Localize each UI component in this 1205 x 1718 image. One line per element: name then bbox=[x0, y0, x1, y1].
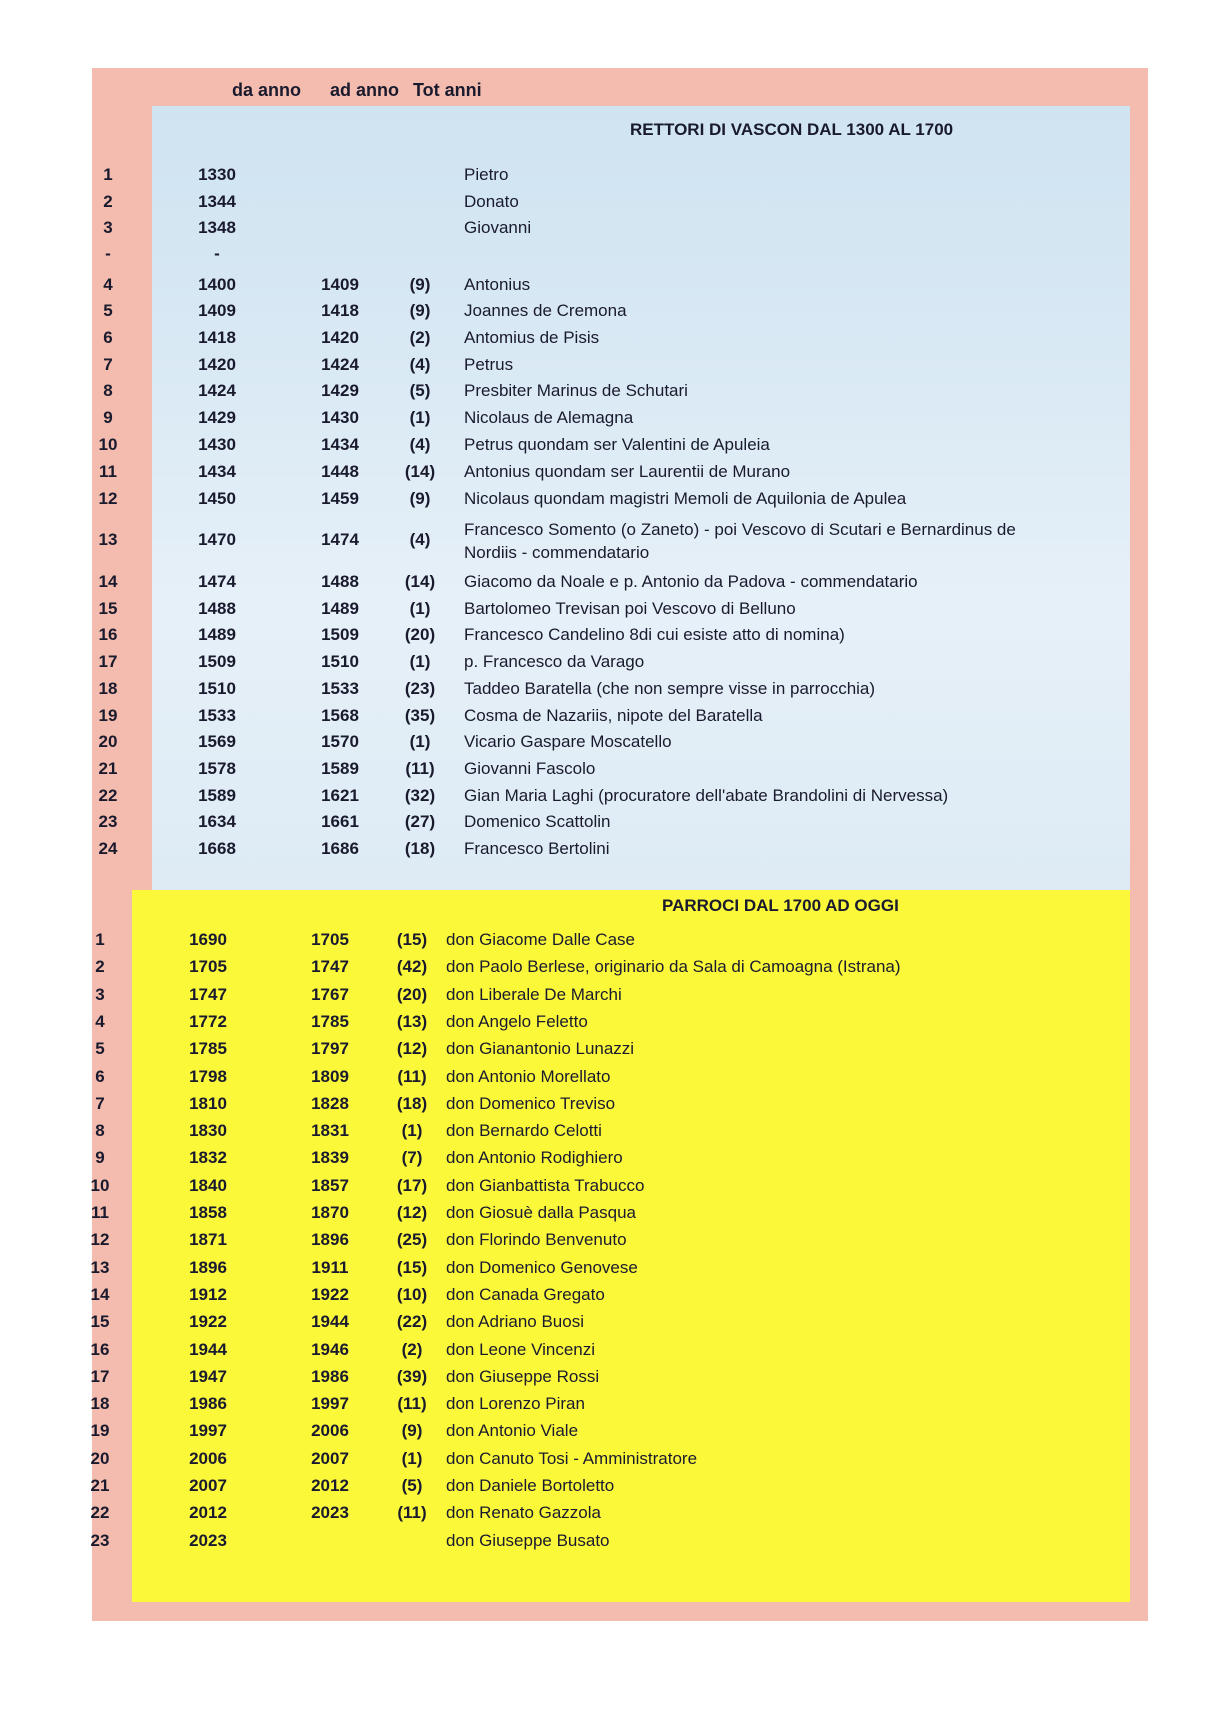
row-total-years: (9) bbox=[401, 1421, 423, 1441]
row-name: don Giuseppe Busato bbox=[446, 1530, 610, 1550]
row-to-year: 1589 bbox=[321, 759, 359, 778]
row-number: 4 bbox=[103, 275, 113, 294]
row-total-years: (27) bbox=[404, 812, 436, 831]
row-to-year: 1409 bbox=[321, 275, 359, 294]
row-from-year: 1668 bbox=[198, 839, 236, 858]
row-to-year: 1420 bbox=[321, 328, 359, 347]
row-from-year: 1489 bbox=[198, 625, 236, 644]
row-from-year: 1424 bbox=[198, 381, 236, 400]
row-name: Giovanni Fascolo bbox=[464, 759, 596, 778]
row-to-year: 1997 bbox=[311, 1394, 349, 1414]
row-total-years: (7) bbox=[401, 1148, 423, 1168]
row-total-years: (1) bbox=[409, 652, 431, 671]
table-row bbox=[0, 218, 1205, 245]
row-name: don Canuto Tosi - Amministratore bbox=[446, 1448, 698, 1468]
table-row bbox=[0, 165, 1205, 192]
row-number: 1 bbox=[95, 930, 105, 949]
row-total-years: (2) bbox=[409, 328, 431, 347]
table-row bbox=[0, 1176, 1205, 1203]
row-number: 6 bbox=[95, 1066, 105, 1086]
row-number: 9 bbox=[95, 1148, 105, 1168]
row-name: Bartolomeo Trevisan poi Vescovo di Belluno bbox=[464, 599, 796, 618]
row-to-year: 1430 bbox=[321, 408, 359, 427]
row-total-years: (42) bbox=[396, 957, 428, 977]
row-number: 16 bbox=[90, 1339, 110, 1359]
row-from-year: 1418 bbox=[198, 328, 236, 347]
table-row bbox=[0, 957, 1205, 984]
table-row bbox=[0, 1285, 1205, 1312]
row-number: 13 bbox=[98, 530, 118, 549]
table-row bbox=[0, 489, 1205, 516]
row-total-years: (2) bbox=[401, 1339, 423, 1359]
row-total-years: (14) bbox=[404, 572, 436, 591]
row-from-year: 2023 bbox=[189, 1530, 227, 1550]
row-from-year: 2012 bbox=[189, 1503, 227, 1523]
row-from-year: 1810 bbox=[189, 1093, 227, 1113]
table-row bbox=[0, 652, 1205, 679]
row-name: p. Francesco da Varago bbox=[464, 652, 645, 671]
row-name: don Angelo Feletto bbox=[446, 1011, 588, 1031]
row-total-years: (1) bbox=[409, 408, 431, 427]
row-total-years: (11) bbox=[397, 1503, 427, 1523]
row-number: 19 bbox=[98, 706, 118, 725]
row-name: don Leone Vincenzi bbox=[446, 1339, 596, 1359]
row-number: 11 bbox=[91, 1203, 109, 1222]
table-row bbox=[0, 786, 1205, 813]
row-total-years: (15) bbox=[396, 1257, 428, 1277]
table-row bbox=[0, 355, 1205, 382]
row-from-year: 1474 bbox=[198, 572, 236, 591]
row-total-years: (18) bbox=[404, 839, 436, 858]
row-from-year: 1944 bbox=[189, 1339, 227, 1359]
row-number: 15 bbox=[90, 1312, 110, 1332]
row-name: Domenico Scattolin bbox=[464, 812, 611, 831]
row-to-year: 1568 bbox=[321, 706, 359, 725]
row-name: don Daniele Bortoletto bbox=[446, 1476, 615, 1495]
row-total-years: (12) bbox=[396, 1203, 428, 1222]
row-number: 17 bbox=[90, 1366, 110, 1386]
row-number: 22 bbox=[90, 1503, 110, 1523]
row-number: 23 bbox=[98, 812, 118, 831]
table-row bbox=[0, 1230, 1205, 1257]
table-row bbox=[0, 759, 1205, 786]
row-total-years: (23) bbox=[404, 679, 436, 698]
row-to-year: 1785 bbox=[311, 1011, 349, 1031]
table-row bbox=[0, 1367, 1205, 1394]
row-from-year: - bbox=[214, 244, 220, 263]
table-row bbox=[0, 599, 1205, 626]
row-from-year: 1798 bbox=[189, 1066, 227, 1086]
row-to-year: 1747 bbox=[311, 957, 349, 977]
row-number: 5 bbox=[103, 301, 113, 320]
row-number: 3 bbox=[103, 218, 113, 237]
row-from-year: 1510 bbox=[198, 679, 236, 698]
table-row bbox=[0, 328, 1205, 355]
row-name: don Giacome Dalle Case bbox=[446, 930, 635, 949]
row-to-year: 1459 bbox=[321, 489, 359, 508]
row-name: don Gianantonio Lunazzi bbox=[446, 1039, 635, 1059]
row-from-year: 1430 bbox=[198, 435, 236, 454]
row-total-years: (18) bbox=[396, 1093, 428, 1113]
row-from-year: 1912 bbox=[189, 1284, 227, 1304]
row-from-year: 1634 bbox=[198, 812, 236, 831]
row-to-year: 1922 bbox=[311, 1284, 349, 1304]
row-from-year: 1830 bbox=[189, 1121, 227, 1141]
row-to-year: 1661 bbox=[321, 812, 359, 831]
row-to-year: 1510 bbox=[321, 652, 359, 671]
row-to-year: 1831 bbox=[311, 1121, 349, 1141]
header-from: da anno bbox=[232, 80, 302, 100]
row-from-year: 1705 bbox=[189, 957, 227, 977]
row-to-year: 1911 bbox=[311, 1257, 349, 1277]
row-total-years: (13) bbox=[396, 1011, 428, 1031]
row-number: 10 bbox=[98, 435, 118, 454]
row-number: 8 bbox=[95, 1121, 105, 1141]
row-number: 22 bbox=[98, 786, 118, 805]
row-name: Taddeo Baratella (che non sempre visse in parrocchia) bbox=[464, 679, 876, 698]
row-total-years: (9) bbox=[409, 275, 431, 294]
row-name: don Bernardo Celotti bbox=[446, 1121, 602, 1141]
table-row bbox=[0, 192, 1205, 219]
row-number: 17 bbox=[98, 652, 118, 671]
row-to-year: 1857 bbox=[311, 1175, 349, 1195]
row-to-year: 1986 bbox=[311, 1366, 349, 1386]
table-row bbox=[0, 462, 1205, 489]
table-row bbox=[0, 275, 1205, 302]
row-name: don Domenico Treviso bbox=[446, 1093, 616, 1113]
row-from-year: 1420 bbox=[198, 355, 236, 374]
row-to-year: 1944 bbox=[311, 1312, 349, 1332]
row-to-year: 1870 bbox=[311, 1203, 349, 1222]
row-to-year: 2007 bbox=[311, 1448, 349, 1468]
row-number: 14 bbox=[90, 1284, 110, 1304]
row-to-year: 1434 bbox=[321, 435, 359, 454]
row-to-year: 1839 bbox=[311, 1148, 349, 1168]
row-name: Cosma de Nazariis, nipote del Baratella bbox=[464, 706, 763, 725]
table-row bbox=[0, 1312, 1205, 1339]
row-number: 2 bbox=[103, 192, 113, 211]
table-row bbox=[0, 1012, 1205, 1039]
row-total-years: (5) bbox=[409, 381, 431, 400]
row-name: Presbiter Marinus de Schutari bbox=[464, 381, 688, 400]
row-number: 10 bbox=[90, 1175, 110, 1195]
row-to-year: 1509 bbox=[321, 625, 359, 644]
row-to-year: 1418 bbox=[321, 301, 359, 320]
row-number: 14 bbox=[98, 572, 118, 591]
row-name: don Florindo Benvenuto bbox=[446, 1230, 627, 1250]
row-total-years: (1) bbox=[401, 1121, 423, 1141]
row-name: don Renato Gazzola bbox=[446, 1503, 601, 1523]
row-number: 12 bbox=[98, 489, 118, 508]
row-total-years: (4) bbox=[409, 435, 431, 454]
table-row bbox=[0, 1449, 1205, 1476]
row-name: don Adriano Buosi bbox=[446, 1312, 584, 1332]
row-total-years: (4) bbox=[409, 530, 431, 549]
row-name: don Gianbattista Trabucco bbox=[446, 1175, 645, 1195]
row-name: Francesco Somento (o Zaneto) - poi Vescovo di Scutari e Bernardinus de Nordiis - commendatario bbox=[464, 520, 1016, 562]
row-from-year: 1434 bbox=[198, 462, 236, 481]
row-from-year: 1578 bbox=[198, 759, 236, 778]
row-total-years: (1) bbox=[409, 599, 431, 618]
row-number: 18 bbox=[98, 679, 118, 698]
row-total-years: (11) bbox=[397, 1066, 427, 1086]
row-name: don Canada Gregato bbox=[446, 1284, 605, 1304]
row-name: don Lorenzo Piran bbox=[446, 1394, 585, 1414]
row-name: don Antonio Viale bbox=[446, 1421, 579, 1441]
row-number: 8 bbox=[103, 381, 113, 400]
row-name: Joannes de Cremona bbox=[464, 301, 627, 320]
row-total-years: (1) bbox=[401, 1448, 423, 1468]
row-name: Giovanni bbox=[464, 218, 532, 237]
row-to-year: 1570 bbox=[321, 732, 359, 751]
row-total-years: (1) bbox=[409, 732, 431, 751]
row-total-years: (9) bbox=[409, 301, 431, 320]
row-from-year: 1409 bbox=[198, 301, 236, 320]
row-from-year: 1922 bbox=[189, 1312, 227, 1332]
row-from-year: 1871 bbox=[189, 1230, 227, 1250]
row-to-year: 1489 bbox=[321, 599, 359, 618]
row-from-year: 1533 bbox=[198, 706, 236, 725]
table-row bbox=[0, 985, 1205, 1012]
table-row bbox=[0, 1258, 1205, 1285]
row-total-years: (15) bbox=[396, 930, 428, 949]
row-name: Giacomo da Noale e p. Antonio da Padova - commendatario bbox=[464, 572, 918, 591]
row-total-years: (11) bbox=[397, 1394, 427, 1414]
row-to-year: 1448 bbox=[321, 462, 359, 481]
row-number: 7 bbox=[95, 1093, 105, 1113]
row-number: 4 bbox=[95, 1011, 105, 1031]
row-from-year: 1488 bbox=[198, 599, 236, 618]
document-frame bbox=[92, 68, 1148, 1621]
row-name: Nicolaus de Alemagna bbox=[464, 408, 634, 427]
table-row bbox=[0, 1148, 1205, 1175]
row-to-year: 1797 bbox=[311, 1039, 349, 1059]
table-row bbox=[0, 706, 1205, 733]
table-row bbox=[0, 1039, 1205, 1066]
row-from-year: 1450 bbox=[198, 489, 236, 508]
row-name: don Paolo Berlese, originario da Sala di Camoagna (Istrana) bbox=[446, 957, 901, 977]
row-number: 6 bbox=[103, 328, 113, 347]
table-row bbox=[0, 812, 1205, 839]
row-name: don Domenico Genovese bbox=[446, 1257, 638, 1277]
row-name: Nicolaus quondam magistri Memoli de Aquilonia de Apulea bbox=[464, 489, 907, 508]
row-from-year: 1429 bbox=[198, 408, 236, 427]
row-to-year: 1424 bbox=[321, 355, 359, 374]
row-from-year: 2007 bbox=[189, 1476, 227, 1495]
row-name: don Antonio Rodighiero bbox=[446, 1148, 623, 1168]
row-from-year: 1344 bbox=[198, 192, 236, 211]
row-number: 21 bbox=[98, 759, 118, 778]
row-total-years: (10) bbox=[396, 1284, 428, 1304]
row-number: 24 bbox=[98, 839, 118, 858]
table-row bbox=[0, 930, 1205, 957]
table-row bbox=[0, 1340, 1205, 1367]
row-name: Petrus bbox=[464, 355, 514, 374]
row-to-year: 2006 bbox=[311, 1421, 349, 1441]
row-to-year: 2023 bbox=[311, 1503, 349, 1523]
row-to-year: 1946 bbox=[311, 1339, 349, 1359]
row-name: Antonius bbox=[464, 275, 531, 294]
table-row bbox=[0, 839, 1205, 866]
row-to-year: 1429 bbox=[321, 381, 359, 400]
row-total-years: (20) bbox=[404, 625, 436, 644]
row-from-year: 1896 bbox=[189, 1257, 227, 1277]
column-header bbox=[92, 78, 1148, 106]
table-row bbox=[0, 1121, 1205, 1148]
row-from-year: 1747 bbox=[189, 984, 227, 1004]
row-from-year: 1986 bbox=[189, 1394, 227, 1414]
row-number: 2 bbox=[95, 957, 105, 977]
table-row bbox=[0, 1531, 1205, 1558]
row-number: 9 bbox=[103, 408, 113, 427]
row-to-year: 1896 bbox=[311, 1230, 349, 1250]
row-from-year: 1330 bbox=[198, 165, 236, 184]
row-total-years: (9) bbox=[409, 489, 431, 508]
row-to-year: 1809 bbox=[311, 1066, 349, 1086]
table-row bbox=[0, 244, 1205, 271]
table-row bbox=[0, 301, 1205, 328]
row-from-year: 1589 bbox=[198, 786, 236, 805]
row-number: 1 bbox=[103, 165, 113, 184]
row-number: 20 bbox=[98, 732, 118, 751]
row-number: 23 bbox=[90, 1530, 110, 1550]
row-from-year: 1832 bbox=[189, 1148, 227, 1168]
row-from-year: 1348 bbox=[198, 218, 236, 237]
row-to-year: 1686 bbox=[321, 839, 359, 858]
row-name: don Giuseppe Rossi bbox=[446, 1366, 600, 1386]
row-name: Petrus quondam ser Valentini de Apuleia bbox=[464, 435, 770, 454]
row-from-year: 2006 bbox=[189, 1448, 227, 1468]
row-number: 3 bbox=[95, 984, 105, 1004]
row-name: Donato bbox=[464, 192, 519, 211]
row-total-years: (17) bbox=[396, 1175, 428, 1195]
row-number: 18 bbox=[90, 1394, 110, 1414]
header-to: ad anno bbox=[330, 80, 400, 100]
row-to-year: 1705 bbox=[311, 930, 349, 949]
row-from-year: 1858 bbox=[189, 1203, 227, 1222]
row-from-year: 1772 bbox=[189, 1011, 227, 1031]
row-to-year: 1488 bbox=[321, 572, 359, 591]
row-number: 5 bbox=[95, 1039, 105, 1059]
parroci-title: PARROCI DAL 1700 AD OGGI bbox=[662, 896, 899, 915]
row-from-year: 1400 bbox=[198, 275, 236, 294]
row-total-years: (5) bbox=[401, 1476, 423, 1495]
row-from-year: 1569 bbox=[198, 732, 236, 751]
table-row bbox=[0, 732, 1205, 759]
row-total-years: (12) bbox=[396, 1039, 428, 1059]
table-row bbox=[0, 1394, 1205, 1421]
row-from-year: 1785 bbox=[189, 1039, 227, 1059]
table-row bbox=[0, 625, 1205, 652]
row-name: Francesco Candelino 8di cui esiste atto di nomina) bbox=[464, 625, 845, 644]
row-name: don Antonio Morellato bbox=[446, 1066, 611, 1086]
table-row bbox=[0, 408, 1205, 435]
row-name: Pietro bbox=[464, 165, 509, 184]
table-row bbox=[0, 1203, 1205, 1230]
row-number: 15 bbox=[98, 599, 118, 618]
row-to-year: 1621 bbox=[321, 786, 359, 805]
row-to-year: 1474 bbox=[321, 530, 359, 549]
row-to-year: 1767 bbox=[311, 984, 349, 1004]
row-name: Antomius de Pisis bbox=[464, 328, 600, 347]
row-number: 11 bbox=[99, 462, 117, 481]
table-row bbox=[0, 435, 1205, 462]
header-tot: Tot anni bbox=[413, 80, 482, 100]
rettori-title: RETTORI DI VASCON DAL 1300 AL 1700 bbox=[630, 120, 954, 139]
table-row bbox=[0, 1067, 1205, 1094]
row-total-years: (4) bbox=[409, 355, 431, 374]
row-name: Antonius quondam ser Laurentii de Murano bbox=[464, 462, 791, 481]
row-number: 19 bbox=[90, 1421, 110, 1441]
table-row bbox=[0, 1503, 1205, 1530]
row-from-year: 1509 bbox=[198, 652, 236, 671]
row-total-years: (14) bbox=[404, 462, 436, 481]
row-from-year: 1470 bbox=[198, 530, 236, 549]
row-to-year: 1533 bbox=[321, 679, 359, 698]
row-number: 20 bbox=[90, 1448, 110, 1468]
row-name: Gian Maria Laghi (procuratore dell'abate Brandolini di Nervessa) bbox=[464, 786, 949, 805]
row-number: 13 bbox=[90, 1257, 110, 1277]
table-row bbox=[0, 520, 1205, 562]
row-name: don Liberale De Marchi bbox=[446, 984, 622, 1004]
row-from-year: 1690 bbox=[189, 930, 227, 949]
row-name: Francesco Bertolini bbox=[464, 839, 610, 858]
table-row bbox=[0, 1421, 1205, 1448]
row-from-year: 1947 bbox=[189, 1366, 227, 1386]
row-name: don Giosuè dalla Pasqua bbox=[446, 1203, 636, 1222]
row-total-years: (22) bbox=[396, 1312, 428, 1332]
row-to-year: 1828 bbox=[311, 1093, 349, 1113]
row-number: 16 bbox=[98, 625, 118, 644]
row-number: 7 bbox=[103, 355, 113, 374]
table-row bbox=[0, 679, 1205, 706]
row-from-year: 1997 bbox=[189, 1421, 227, 1441]
table-row bbox=[0, 381, 1205, 408]
row-number: 12 bbox=[90, 1230, 110, 1250]
table-row bbox=[0, 1476, 1205, 1503]
row-total-years: (11) bbox=[405, 759, 435, 778]
table-row bbox=[0, 1094, 1205, 1121]
row-number: 21 bbox=[90, 1476, 110, 1495]
row-total-years: (32) bbox=[404, 786, 436, 805]
row-from-year: 1840 bbox=[189, 1175, 227, 1195]
row-to-year: 2012 bbox=[311, 1476, 349, 1495]
row-number: - bbox=[105, 244, 111, 263]
row-total-years: (25) bbox=[396, 1230, 428, 1250]
row-total-years: (20) bbox=[396, 984, 428, 1004]
row-total-years: (35) bbox=[404, 706, 436, 725]
row-total-years: (39) bbox=[396, 1366, 428, 1386]
table-row bbox=[0, 572, 1205, 599]
row-name: Vicario Gaspare Moscatello bbox=[464, 732, 672, 751]
